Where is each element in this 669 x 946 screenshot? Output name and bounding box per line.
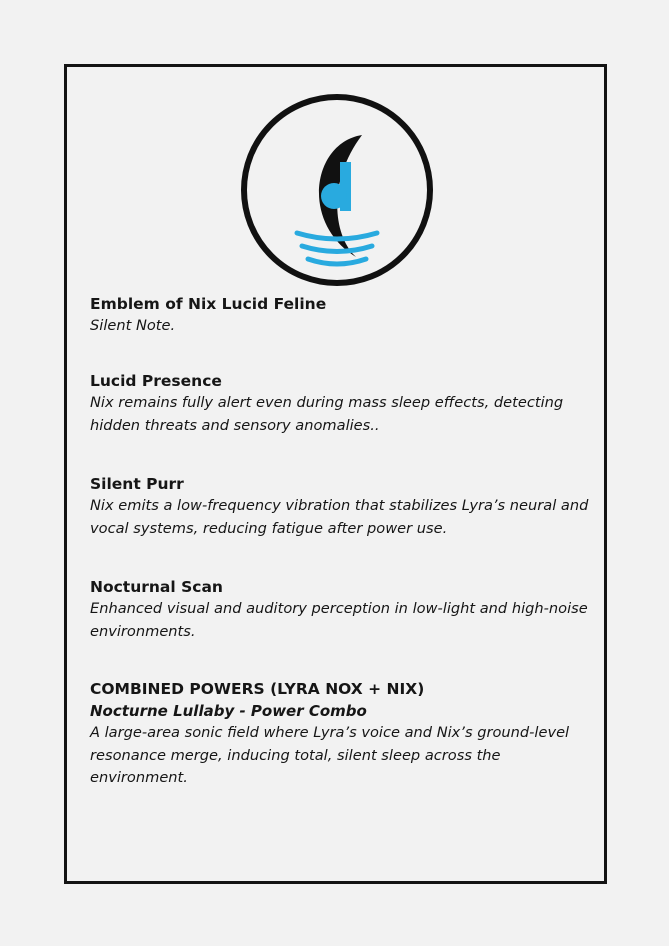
section-text: Silent Note. xyxy=(90,317,176,334)
crescent-moon-sound-wave-icon xyxy=(238,91,436,289)
emblem xyxy=(238,91,436,289)
power-card xyxy=(64,64,607,884)
section-text: Nix emits a low-frequency vibration that stabilizes Lyra’s neural and vocal systems, reducing fatigue after power use. xyxy=(90,497,589,537)
wave-line-3 xyxy=(308,259,366,264)
combined-subtitle: Nocturne Lullaby - Power Combo xyxy=(90,702,367,720)
section-combined-powers xyxy=(90,678,590,790)
section-silent-purr xyxy=(90,473,590,540)
section-lucid-presence xyxy=(90,370,590,437)
section-text: Enhanced visual and auditory perception in low-light and high-noise environments. xyxy=(90,600,588,640)
section-title: Nocturnal Scan xyxy=(90,578,223,596)
section-title: Silent Purr xyxy=(90,475,184,493)
section-title: Lucid Presence xyxy=(90,372,222,390)
note-head xyxy=(321,183,347,209)
combined-title: COMBINED POWERS (LYRA NOX + NIX) xyxy=(90,680,425,698)
section-title: Emblem of Nix Lucid Feline xyxy=(90,295,327,313)
section-text: Nix remains fully alert even during mass sleep effects, detecting hidden threats and sensory anomalies.. xyxy=(90,394,564,434)
wave-line-2 xyxy=(302,246,372,252)
section-nocturnal-scan xyxy=(90,576,590,643)
section-emblem xyxy=(90,293,590,338)
combined-text: A large-area sonic field where Lyra’s voice and Nix’s ground-level resonance merge, inducing total, silent sleep across the environment. xyxy=(90,724,570,786)
